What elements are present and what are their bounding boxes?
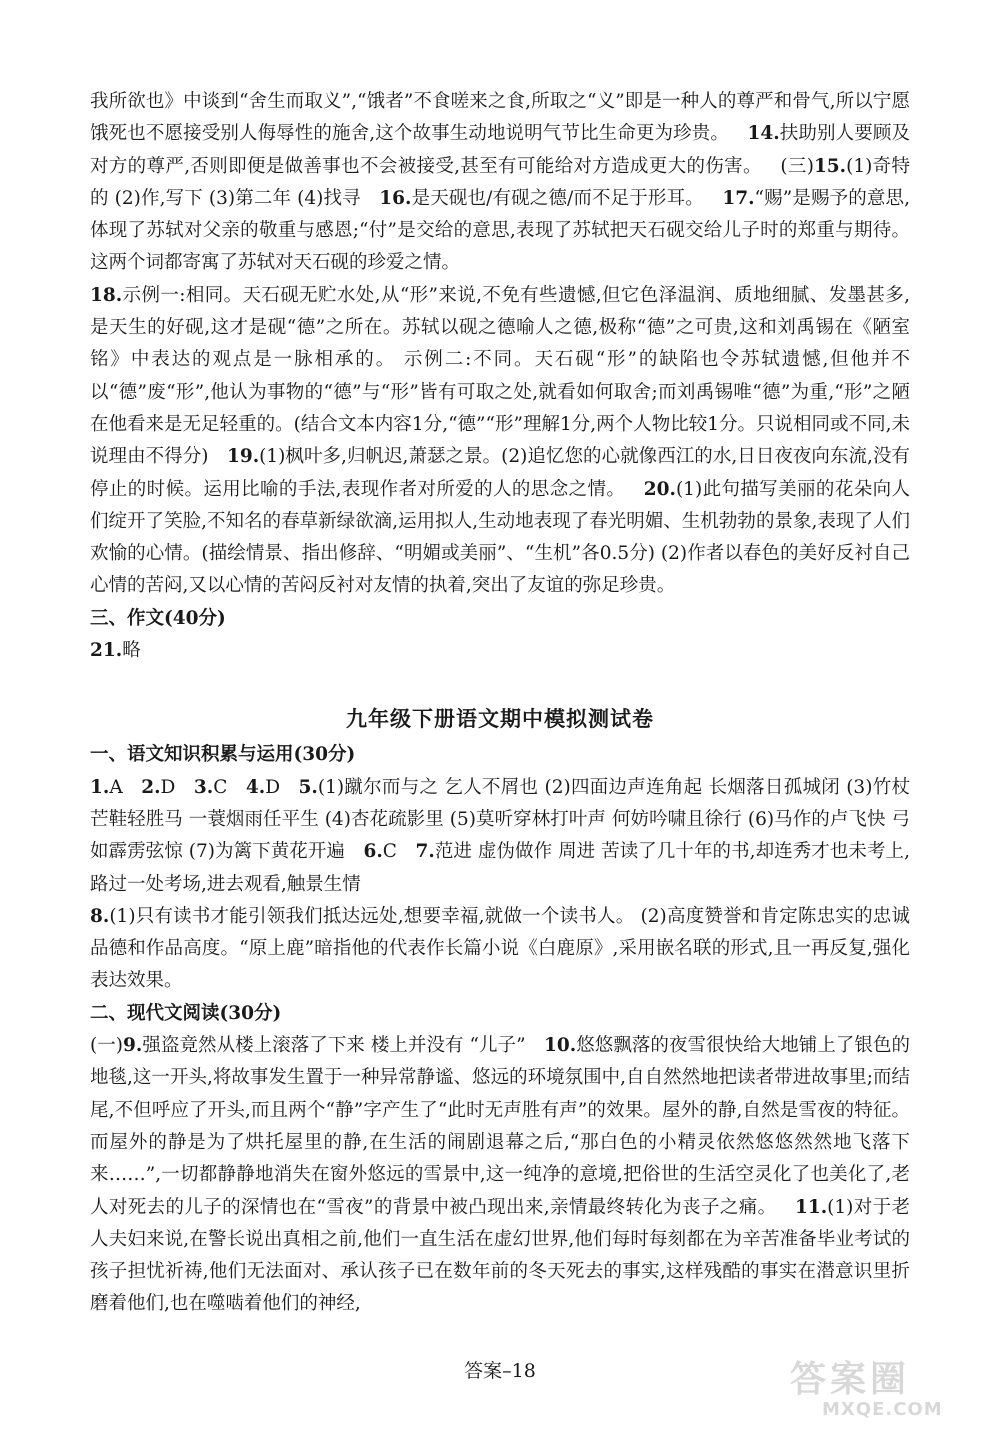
answer-21 [90,635,910,667]
answer-paragraph-9-11 [90,1030,910,1321]
page-number: 答案–18 [464,1360,536,1382]
question-number: 20. [643,478,676,500]
answer-text: (1)蹴尔而与之 乞人不屑也 (2)四面边声连角起 长烟落日孤城闭 (3)竹杖芒鞋轻胜马 一蓑烟雨任平生 (4)杏花疏影里 (5)莫听穿林打叶声 何妨吟啸且徐行 (6)马作的卢飞快 弓如霹雳弦惊 (7)为篱下黄花开遍 [90,776,910,863]
answer-page [90,86,910,1321]
section-heading-knowledge: 一、语文知识积累与运用(30分) [90,744,356,766]
question-number: 3. [193,776,214,798]
spacer [90,667,910,701]
question-number: 2. [141,776,161,798]
question-number: 19. [226,446,260,468]
answer-8 [90,901,910,998]
answer-text: (1)对于老人夫妇来说,在警长说出真相之前,他们一直生活在虚幻世界,他们每时每刻都在为辛苦准备毕业考试的孩子担忧祈祷,他们无法面对、承认孩子已在数年前的冬天死去的事实,这样残酷的事实在潜意识里折磨着他们,也在噬啮着他们的神经, [90,1196,910,1315]
watermark-url: MXQE.COM [822,1399,943,1420]
answer-text: 我所欲也》中谈到“舍生而取义”,“饿者”不食嗟来之食,所取之“义”即是一种人的尊严和骨气,所以宁愿饿死也不愿接受别人侮辱性的施舍,这个故事生动地说明气节比生命更为珍贵。 [90,91,910,145]
answer-text: (1)枫叶多,归帆迟,萧瑟之景。(2)追忆您的心就像西江的水,日日夜夜向东流,没有停止的时候。运用比喻的手法,表现作者对所爱的人的思念之情。 [90,446,911,500]
section-heading-reading: 二、现代文阅读(30分) [90,1002,282,1024]
question-number: 21. [90,640,123,662]
question-number: 1. [90,776,110,798]
answer-text: 示例一:相同。天石砚无贮水处,从“形”来说,不免有些遗憾,但它色泽温润、质地细腻、发墨甚多,是天生的好砚,这才是砚“德”之所在。苏轼以砚之德喻人之德,极称“德”之可贵,这和刘禹锡在《陋室铭》中表达的观点是一脉相承的。 示例二:不同。天石砚“形”的缺陷也令苏轼遗憾,但他并不以“德”废“形”,他认为事物的“德”与“形”皆有可取之处,就看如何取舍;而刘禹锡唯“德”为重,“形”之陋在他看来是无足轻重的。(结合文本内容1分,“德”“形”理解1分,两个人物比较1分。只说相同或不同,未说理由不得分) [90,284,910,468]
answer-text: 略 [122,640,141,662]
answer-text: D [160,776,176,798]
answer-text: 范进 虚伪做作 周进 苦读了几十年的书,却连秀才也未考上,路过一处考场,进去观看,触景生情 [90,841,910,895]
answer-text: C [213,776,228,798]
answer-text: C [382,841,397,863]
answer-text: “赐”是赐予的意思,体现了苏轼对父亲的敬重与感恩;“付”是交给的意思,表现了苏轼把天石砚交给儿子时的郑重与期待。这两个词都寄寓了苏轼对天石砚的珍爱之情。 [90,187,911,274]
answer-text: 扶助别人要顾及对方的尊严,否则即便是做善事也不会被接受,甚至有可能给对方造成更大的伤害。 [90,123,910,177]
answer-paragraph-13-17 [90,86,910,280]
question-number: 8. [90,905,110,927]
question-number: 14. [747,123,780,145]
section-label: (一) [90,1035,124,1057]
answer-text: (1)此句描写美丽的花朵向人们绽开了笑脸,不知名的春草新绿欲滴,运用拟人,生动地表现了春光明媚、生机勃勃的景象,表现了人们欢愉的心情。(描绘情景、指出修辞、“明媚或美丽”、“生机”各0.5分) (2)作者以春色的美好反衬自己心情的苦闷,又以心情的苦闷反衬对友情的执着,突出了友谊的弥足珍贵。 [90,478,910,597]
answer-text: 悠悠飘落的夜雪很快给大地铺上了银色的地毯,这一开头,将故事发生置于一种异常静谧、悠远的环境氛围中,自自然然地把读者带进故事里;而结尾,不但呼应了开头,而且两个“静”字产生了“此时无声胜有声”的效果。屋外的静,自然是雪夜的特征。而屋外的静是为了烘托屋里的静,在生活的闹剧退幕之后,“那白色的小精灵依然悠悠然然地飞落下来……”,一切都静静地消失在窗外悠远的雪景中,这一纯净的意境,把俗世的生活空灵化了也美化了,老人对死去的儿子的深情也在“雪夜”的背景中被凸现出来,亲情最终转化为丧子之痛。 [90,1035,910,1218]
section-label: (三) [780,155,814,177]
answer-text: (1)奇特的 (2)作,写下 (3)第二年 (4)找寻 [90,155,911,209]
question-number: 17. [722,187,755,209]
answer-text: 强盗竟然从楼上滚落了下来 楼上并没有 “儿子” [142,1035,526,1057]
question-number: 9. [123,1035,143,1057]
question-number: 6. [363,841,383,863]
answer-paragraph-1-7 [90,772,910,901]
watermark-logo [790,1360,986,1424]
question-number: 18. [90,284,123,306]
question-number: 7. [415,841,435,863]
question-number: 5. [298,776,318,798]
exam-title: 九年级下册语文期中模拟测试卷 [346,706,654,732]
question-number: 10. [544,1035,577,1057]
answer-text: 是天砚也/有砚之德/而不足于形耳。 [411,187,704,209]
question-number: 15. [813,155,847,177]
answer-text: (1)只有读书才能引领我们抵达远处,想要幸福,就做一个读书人。 (2)高度赞誉和肯定陈忠实的忠诚品德和作品高度。“原上鹿”暗指他的代表作长篇小说《白鹿原》,采用嵌名联的形式,且一再反复,强化表达效果。 [90,905,910,992]
question-number: 4. [245,776,266,798]
answer-text: D [265,776,281,798]
watermark-logo-text: 答案圈 [790,1359,911,1400]
question-number: 11. [794,1196,828,1218]
answer-paragraph-18-20 [90,280,910,603]
answer-text: A [109,776,123,798]
question-number: 16. [379,187,412,209]
section-heading-composition: 三、作文(40分) [90,607,226,629]
